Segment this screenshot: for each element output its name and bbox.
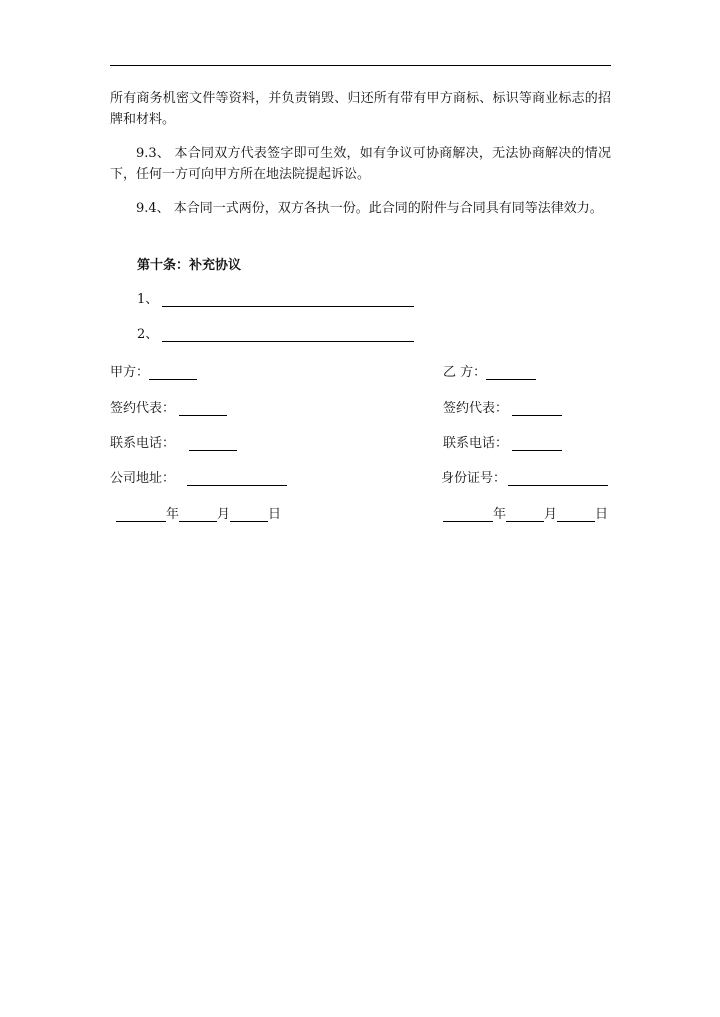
party-b-blank[interactable] bbox=[486, 365, 536, 380]
party-a-day-blank[interactable] bbox=[230, 507, 268, 522]
party-b-phone-field bbox=[443, 432, 562, 451]
header-rule bbox=[110, 65, 611, 66]
supplement-item-number: 2、 bbox=[137, 327, 159, 342]
paragraph-9-3: 9.3、 本合同双方代表签字即可生效，如有争议可协商解决，无法协商解决的情况下，任何一方可向甲方所在地法院提起诉讼。 bbox=[110, 146, 611, 182]
year-label: 年 bbox=[166, 507, 180, 522]
party-b-label: 乙 方： bbox=[443, 365, 487, 380]
party-b-phone-label: 联系电话： bbox=[443, 436, 509, 451]
party-a-phone-label: 联系电话： bbox=[110, 436, 176, 451]
party-b-id-label: 身份证号： bbox=[441, 471, 507, 486]
paragraph-9-4: 9.4、 本合同一式两份，双方各执一份。此合同的附件与合同具有同等法律效力。 bbox=[136, 201, 603, 216]
supplement-item-blank[interactable] bbox=[162, 292, 414, 307]
party-a-phone-blank[interactable] bbox=[189, 436, 237, 451]
supplement-item-blank[interactable] bbox=[162, 327, 414, 342]
day-label: 日 bbox=[595, 507, 609, 522]
party-b-day-blank[interactable] bbox=[557, 507, 595, 522]
party-b-phone-blank[interactable] bbox=[512, 436, 562, 451]
party-a-field bbox=[110, 361, 197, 380]
party-a-year-blank[interactable] bbox=[116, 507, 166, 522]
day-label: 日 bbox=[268, 507, 282, 522]
party-a-blank[interactable] bbox=[149, 365, 197, 380]
party-a-representative-field bbox=[110, 397, 227, 416]
month-label: 月 bbox=[544, 507, 558, 522]
party-a-phone-field bbox=[110, 432, 237, 451]
year-label: 年 bbox=[493, 507, 507, 522]
paragraph-confidential-materials: 所有商务机密文件等资料，并负责销毁、归还所有带有甲方商标、标识等商业标志的招牌和材料。 bbox=[110, 91, 611, 127]
party-b-field bbox=[443, 361, 536, 380]
party-a-address-label: 公司地址： bbox=[110, 471, 176, 486]
party-b-representative-field bbox=[443, 397, 562, 416]
supplement-item-2 bbox=[137, 323, 414, 342]
party-a-address-blank[interactable] bbox=[187, 471, 287, 486]
party-a-date bbox=[116, 503, 281, 522]
party-a-label: 甲方： bbox=[110, 365, 150, 380]
party-b-date bbox=[443, 503, 608, 522]
party-a-representative-label: 签约代表： bbox=[110, 401, 176, 416]
section-heading-supplement: 第十条：补充协议 bbox=[137, 258, 242, 273]
party-a-month-blank[interactable] bbox=[179, 507, 217, 522]
party-b-month-blank[interactable] bbox=[506, 507, 544, 522]
party-b-id-blank[interactable] bbox=[508, 471, 608, 486]
month-label: 月 bbox=[217, 507, 231, 522]
supplement-item-1 bbox=[137, 288, 414, 307]
party-b-year-blank[interactable] bbox=[443, 507, 493, 522]
party-b-representative-label: 签约代表： bbox=[443, 401, 509, 416]
party-b-representative-blank[interactable] bbox=[512, 401, 562, 416]
party-a-address-field bbox=[110, 467, 287, 486]
supplement-item-number: 1、 bbox=[137, 292, 159, 307]
party-a-representative-blank[interactable] bbox=[179, 401, 227, 416]
party-b-id-field bbox=[441, 467, 608, 486]
